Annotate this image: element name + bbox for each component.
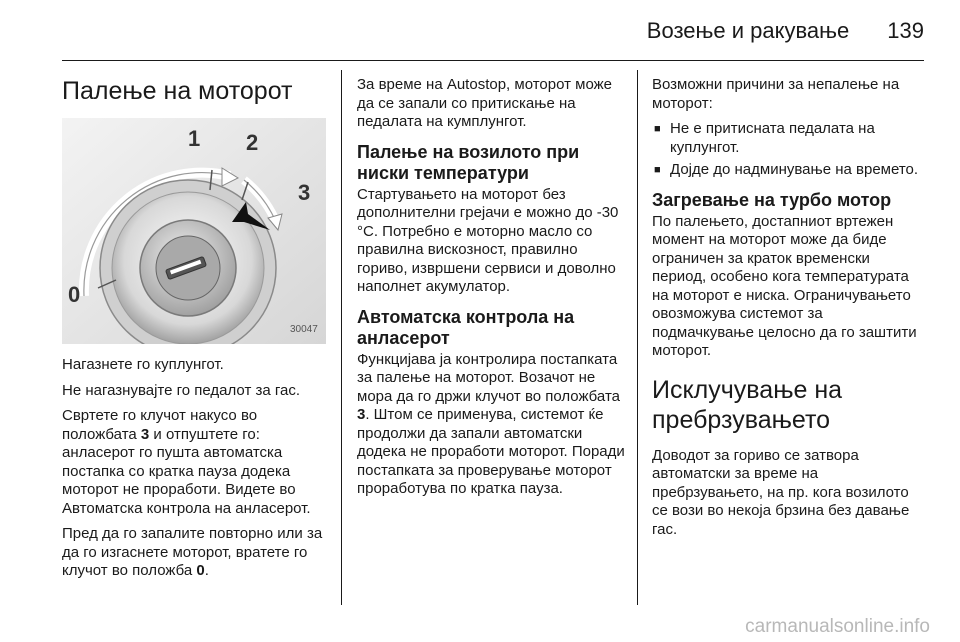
column-middle — [357, 70, 625, 616]
list-item: ■ Не е притисната педалата на куплунгот. — [652, 120, 924, 157]
section-heading: Исклучување на пребрзувањето — [652, 375, 843, 434]
ignition-switch-figure — [62, 118, 326, 344]
paragraph: Функцијава ја контролира постапката за палење на моторот. Возачот не мора да го држи клучот во положбата 3. Штом се применува, системот ќе продолжи да запали автоматски додека не проработи моторот. Поради постапката за проверување моторот проработува по кратка пауза. — [357, 350, 625, 497]
subheading: Загревање на турбо мотор — [652, 189, 892, 210]
paragraph: По палењето, достапниот вртежен момент на моторот може да биде ограничен за краток временски период, особено кога температурата на моторот е ниска. Ограничувањето овозможува системот за подмачкување целосно да го заштити моторот. — [652, 212, 917, 359]
watermark: carmanualsonline.info — [745, 616, 930, 637]
section-heading: Палење на моторот — [62, 77, 293, 105]
subheading: Автоматска контрола на анласерот — [357, 306, 575, 348]
header-rule — [62, 60, 924, 61]
column-left — [62, 70, 332, 616]
bullet-list — [652, 120, 924, 180]
paragraph: Не нагазнувајте го педалот за гас. — [62, 381, 301, 399]
position-label-2: 2 — [246, 130, 259, 155]
paragraph: Доводот за гориво се затвора автоматски за време на пребрзувањето, на пр. кога возилото се вози во некоја брзина без давање гас. — [652, 446, 910, 538]
paragraph: Свртете го клучот накусо во положбата 3 и отпуштете го: анласерот го пушта автоматска постапка со кратка пауза додека моторот не проработи. Видете во Автоматска контрола на анласерот. — [62, 407, 311, 517]
column-divider — [637, 70, 638, 605]
list-item: ■ Дојде до надминување на времето. — [652, 161, 924, 180]
page-header — [62, 18, 924, 48]
figure-code: 30047 — [290, 324, 318, 335]
paragraph: Нагазнете го куплунгот. — [62, 356, 224, 373]
paragraph: Пред да го запалите повторно или за да го изгаснете моторот, вратете го клучот во положба 0. — [62, 525, 323, 579]
paragraph: Возможни причини за непалење на моторот: — [652, 76, 900, 112]
section-title: Возење и ракување — [646, 18, 850, 43]
page-number: 139 — [887, 18, 924, 43]
paragraph: За време на Autostop, моторот може да се запали со притискање на педалата на кумплунгот. — [357, 76, 613, 130]
paragraph: Стартувањето на моторот без дополнителни грејачи е можно до -30 °С. Потребно е моторно масло со правилна вискозност, правилно гориво, извршени сервиси и доволно наполнет акумулатор. — [357, 185, 619, 295]
column-divider — [341, 70, 342, 605]
position-label-3: 3 — [298, 180, 311, 205]
position-label-1: 1 — [188, 126, 201, 151]
column-right — [652, 70, 924, 616]
position-label-0: 0 — [68, 282, 81, 307]
subheading: Палење на возилото при ниски температури — [357, 141, 580, 183]
